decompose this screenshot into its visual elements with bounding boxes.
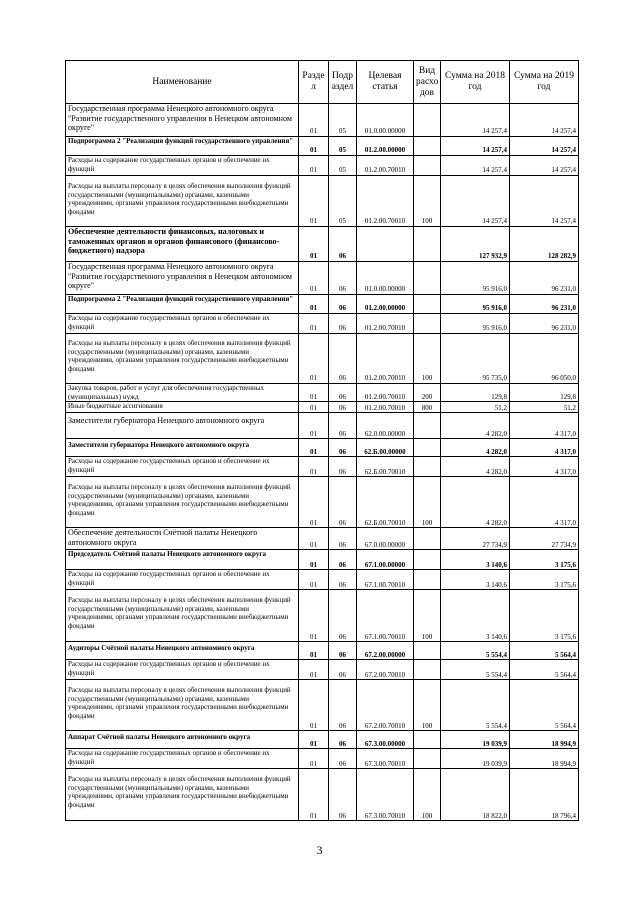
table-row [66, 295, 579, 314]
row-name: Аппарат Счётной палаты Ненецкого автономного округа [66, 731, 299, 749]
table-row [66, 137, 579, 156]
row-sum-2019: 18 994,9 [510, 749, 579, 769]
row-razdel: 01 [299, 176, 329, 227]
row-sum-2018: 18 822,0 [441, 769, 510, 821]
row-sum-2019: 4 317,0 [510, 439, 579, 457]
header-vid: Вид расхо дов [414, 61, 441, 104]
row-podrazdel: 06 [329, 477, 357, 528]
table-row [66, 550, 579, 570]
row-tselevaya: 62.Б.00.70010 [357, 477, 414, 528]
row-vid: 100 [414, 590, 441, 642]
row-razdel: 01 [299, 384, 329, 402]
row-sum-2018: 4 282,0 [441, 439, 510, 457]
row-tselevaya: 62.0.00.00000 [357, 413, 414, 439]
row-sum-2019: 3 175,6 [510, 590, 579, 642]
table-row [66, 334, 579, 384]
row-vid [414, 457, 441, 477]
row-sum-2019: 4 317,0 [510, 477, 579, 528]
header-razdel: Разде л [299, 61, 329, 104]
row-sum-2019: 5 564,4 [510, 660, 579, 680]
row-podrazdel: 06 [329, 590, 357, 642]
row-sum-2019: 4 317,0 [510, 413, 579, 439]
row-tselevaya: 01.0.00.00000 [357, 262, 414, 295]
row-tselevaya: 01.2.00.70010 [357, 384, 414, 402]
row-podrazdel: 06 [329, 749, 357, 769]
row-sum-2019: 14 257,4 [510, 156, 579, 176]
row-sum-2018: 129,8 [441, 384, 510, 402]
row-tselevaya: 01.2.00.00000 [357, 295, 414, 314]
row-sum-2018: 4 282,0 [441, 457, 510, 477]
row-vid: 800 [414, 402, 441, 413]
row-vid [414, 642, 441, 660]
row-razdel: 01 [299, 570, 329, 590]
row-razdel: 01 [299, 477, 329, 528]
row-razdel: 01 [299, 660, 329, 680]
row-podrazdel: 06 [329, 642, 357, 660]
table-row [66, 439, 579, 457]
row-name: Обеспечение деятельности Счётной палаты Ненецкого автономного округа [66, 528, 299, 550]
row-sum-2018: 14 257,4 [441, 137, 510, 156]
row-sum-2019: 27 734,9 [510, 528, 579, 550]
table-row [66, 413, 579, 439]
row-vid [414, 413, 441, 439]
row-razdel: 01 [299, 749, 329, 769]
row-name: Расходы на содержание государственных органов и обеспечение их функций [66, 314, 299, 334]
row-name: Заместители губернатора Ненецкого автономного округа [66, 413, 299, 439]
table-row [66, 104, 579, 137]
row-tselevaya: 67.2.00.70010 [357, 660, 414, 680]
page-number: 3 [316, 843, 323, 857]
row-name: Расходы на выплаты персоналу в целях обеспечения выполнения функций государственными (муниципальными) органами, казенными учреждениями, органами управления государственными внебюджетными фондами [66, 334, 299, 384]
table-row [66, 176, 579, 227]
row-sum-2018: 5 554,4 [441, 642, 510, 660]
table-row [66, 769, 579, 821]
table-row [66, 660, 579, 680]
row-sum-2019: 5 564,4 [510, 680, 579, 731]
row-sum-2019: 96 231,0 [510, 262, 579, 295]
row-razdel: 01 [299, 227, 329, 262]
row-razdel: 01 [299, 262, 329, 295]
row-vid: 100 [414, 334, 441, 384]
table-row [66, 477, 579, 528]
row-vid [414, 749, 441, 769]
row-sum-2018: 127 932,9 [441, 227, 510, 262]
row-vid [414, 314, 441, 334]
row-sum-2018: 3 140,6 [441, 550, 510, 570]
row-tselevaya: 67.1.00.00000 [357, 550, 414, 570]
row-vid: 100 [414, 477, 441, 528]
row-razdel: 01 [299, 104, 329, 137]
row-sum-2018: 14 257,4 [441, 176, 510, 227]
header-sum-2019: Сумма на 2019 год [510, 61, 579, 104]
row-sum-2019: 4 317,0 [510, 457, 579, 477]
row-razdel: 01 [299, 550, 329, 570]
row-razdel: 01 [299, 439, 329, 457]
row-name: Подпрограмма 2 "Реализация функций государственного управления" [66, 137, 299, 156]
row-vid [414, 660, 441, 680]
row-podrazdel: 06 [329, 314, 357, 334]
row-tselevaya: 62.Б.00.70010 [357, 457, 414, 477]
row-podrazdel: 06 [329, 227, 357, 262]
row-sum-2018: 95 916,0 [441, 262, 510, 295]
row-vid [414, 262, 441, 295]
row-podrazdel: 06 [329, 550, 357, 570]
row-sum-2019: 128 282,9 [510, 227, 579, 262]
table-row [66, 402, 579, 413]
row-vid [414, 137, 441, 156]
row-tselevaya: 67.3.00.70010 [357, 749, 414, 769]
row-sum-2019: 96 231,0 [510, 314, 579, 334]
row-vid: 100 [414, 769, 441, 821]
row-sum-2019: 14 257,4 [510, 137, 579, 156]
row-sum-2019: 5 564,4 [510, 642, 579, 660]
table-row [66, 680, 579, 731]
row-tselevaya: 67.3.00.00000 [357, 731, 414, 749]
row-sum-2019: 96 231,0 [510, 295, 579, 314]
row-vid [414, 731, 441, 749]
row-razdel: 01 [299, 457, 329, 477]
row-vid: 100 [414, 680, 441, 731]
row-podrazdel: 06 [329, 262, 357, 295]
table-row [66, 384, 579, 402]
header-row [66, 61, 579, 104]
row-razdel: 01 [299, 402, 329, 413]
row-razdel: 01 [299, 680, 329, 731]
row-sum-2018: 95 735,0 [441, 334, 510, 384]
row-razdel: 01 [299, 642, 329, 660]
row-podrazdel: 05 [329, 176, 357, 227]
row-name: Государственная программа Ненецкого автономного округа "Развитие государственного управления в Ненецком автономном округе" [66, 262, 299, 295]
row-razdel: 01 [299, 156, 329, 176]
row-sum-2018: 3 140,6 [441, 570, 510, 590]
header-tselevaya: Целевая статья [357, 61, 414, 104]
row-razdel: 01 [299, 528, 329, 550]
row-vid [414, 570, 441, 590]
budget-table [65, 60, 579, 821]
row-name: Заместители губернатора Ненецкого автономного округа [66, 439, 299, 457]
row-name: Расходы на содержание государственных органов и обеспечение их функций [66, 749, 299, 769]
row-razdel: 01 [299, 334, 329, 384]
row-podrazdel: 05 [329, 156, 357, 176]
table-row [66, 227, 579, 262]
row-name: Расходы на содержание государственных органов и обеспечение их функций [66, 156, 299, 176]
row-vid [414, 104, 441, 137]
row-name: Государственная программа Ненецкого автономного округа "Развитие государственного управления в Ненецком автономном округе" [66, 104, 299, 137]
table-row [66, 156, 579, 176]
row-tselevaya: 67.1.00.70010 [357, 590, 414, 642]
table-row [66, 262, 579, 295]
row-name: Расходы на содержание государственных органов и обеспечение их функций [66, 570, 299, 590]
row-name: Обеспечение деятельности финансовых, налоговых и таможенных органов и органов финансового (финансово-бюджетного) надзора [66, 227, 299, 262]
table-row [66, 570, 579, 590]
row-sum-2018: 27 734,9 [441, 528, 510, 550]
row-name: Аудиторы Счётной палаты Ненецкого автономного округа [66, 642, 299, 660]
row-razdel: 01 [299, 137, 329, 156]
row-name: Расходы на содержание государственных органов и обеспечение их функций [66, 660, 299, 680]
row-vid [414, 156, 441, 176]
row-name: Подпрограмма 2 "Реализация функций государственного управления" [66, 295, 299, 314]
row-podrazdel: 06 [329, 680, 357, 731]
row-tselevaya: 62.Б.00.00000 [357, 439, 414, 457]
row-tselevaya: 67.2.00.70010 [357, 680, 414, 731]
row-razdel: 01 [299, 769, 329, 821]
row-sum-2018: 14 257,4 [441, 156, 510, 176]
row-sum-2018: 95 916,0 [441, 314, 510, 334]
row-sum-2019: 51,2 [510, 402, 579, 413]
row-razdel: 01 [299, 731, 329, 749]
row-tselevaya: 01.2.00.00000 [357, 137, 414, 156]
row-tselevaya: 01.2.00.70010 [357, 402, 414, 413]
row-sum-2018: 4 282,0 [441, 413, 510, 439]
row-podrazdel: 06 [329, 402, 357, 413]
row-name: Расходы на выплаты персоналу в целях обеспечения выполнения функций государственными (муниципальными) органами, казенными учреждениями, органами управления государственными внебюджетными фондами [66, 769, 299, 821]
table-row [66, 749, 579, 769]
row-vid [414, 295, 441, 314]
row-sum-2019: 14 257,4 [510, 104, 579, 137]
row-podrazdel: 06 [329, 769, 357, 821]
row-podrazdel: 05 [329, 137, 357, 156]
row-podrazdel: 06 [329, 457, 357, 477]
row-sum-2018: 4 282,0 [441, 477, 510, 528]
row-tselevaya: 01.2.00.70010 [357, 156, 414, 176]
table-row [66, 731, 579, 749]
row-podrazdel: 06 [329, 439, 357, 457]
table-row [66, 590, 579, 642]
row-sum-2018: 5 554,4 [441, 660, 510, 680]
row-podrazdel: 06 [329, 731, 357, 749]
row-razdel: 01 [299, 413, 329, 439]
row-razdel: 01 [299, 590, 329, 642]
row-sum-2018: 5 554,4 [441, 680, 510, 731]
row-tselevaya: 67.0.00.00000 [357, 528, 414, 550]
row-sum-2018: 19 039,9 [441, 749, 510, 769]
table-row [66, 457, 579, 477]
row-sum-2019: 129,8 [510, 384, 579, 402]
row-sum-2019: 18 796,4 [510, 769, 579, 821]
row-sum-2018: 19 039,9 [441, 731, 510, 749]
table-row [66, 314, 579, 334]
row-vid: 100 [414, 176, 441, 227]
row-vid [414, 439, 441, 457]
row-tselevaya: 67.1.00.70010 [357, 570, 414, 590]
row-tselevaya: 01.0.00.00000 [357, 104, 414, 137]
row-podrazdel: 06 [329, 570, 357, 590]
row-name: Расходы на выплаты персоналу в целях обеспечения выполнения функций государственными (муниципальными) органами, казенными учреждениями, органами управления государственными внебюджетными фондами [66, 590, 299, 642]
row-sum-2019: 18 994,9 [510, 731, 579, 749]
row-tselevaya: 67.2.00.00000 [357, 642, 414, 660]
row-name: Расходы на выплаты персоналу в целях обеспечения выполнения функций государственными (муниципальными) органами, казенными учреждениями, органами управления государственными внебюджетными фондами [66, 176, 299, 227]
row-sum-2018: 3 140,6 [441, 590, 510, 642]
row-razdel: 01 [299, 295, 329, 314]
row-vid [414, 550, 441, 570]
row-name: Расходы на выплаты персоналу в целях обеспечения выполнения функций государственными (муниципальными) органами, казенными учреждениями, органами управления государственными внебюджетными фондами [66, 477, 299, 528]
row-podrazdel: 06 [329, 413, 357, 439]
row-sum-2019: 3 175,6 [510, 550, 579, 570]
row-sum-2018: 14 257,4 [441, 104, 510, 137]
row-sum-2019: 96 050,0 [510, 334, 579, 384]
header-sum-2018: Сумма на 2018 год [441, 61, 510, 104]
row-podrazdel: 06 [329, 295, 357, 314]
row-podrazdel: 06 [329, 384, 357, 402]
row-podrazdel: 05 [329, 104, 357, 137]
row-vid: 200 [414, 384, 441, 402]
row-name: Расходы на содержание государственных органов и обеспечение их функций [66, 457, 299, 477]
row-podrazdel: 06 [329, 660, 357, 680]
row-sum-2019: 3 175,6 [510, 570, 579, 590]
row-name: Закупка товаров, работ и услуг для обеспечения государственных (муниципальных) нужд [66, 384, 299, 402]
row-name: Председатель Счётной палаты Ненецкого автономного округа [66, 550, 299, 570]
row-tselevaya: 67.3.00.70010 [357, 769, 414, 821]
row-tselevaya: 01.2.00.70010 [357, 314, 414, 334]
row-podrazdel: 06 [329, 528, 357, 550]
row-sum-2018: 95 916,0 [441, 295, 510, 314]
row-sum-2019: 14 257,4 [510, 176, 579, 227]
header-podrazdel: Подр аздел [329, 61, 357, 104]
row-vid [414, 528, 441, 550]
header-name: Наименование [66, 61, 299, 104]
row-name: Расходы на выплаты персоналу в целях обеспечения выполнения функций государственными (муниципальными) органами, казенными учреждениями, органами управления государственными внебюджетными фондами [66, 680, 299, 731]
row-tselevaya: 01.2.00.70010 [357, 176, 414, 227]
row-vid [414, 227, 441, 262]
row-sum-2018: 51,2 [441, 402, 510, 413]
table-row [66, 642, 579, 660]
row-tselevaya [357, 227, 414, 262]
row-podrazdel: 06 [329, 334, 357, 384]
table-row [66, 528, 579, 550]
row-name: Иные бюджетные ассигнования [66, 402, 299, 413]
row-tselevaya: 01.2.00.70010 [357, 334, 414, 384]
row-razdel: 01 [299, 314, 329, 334]
